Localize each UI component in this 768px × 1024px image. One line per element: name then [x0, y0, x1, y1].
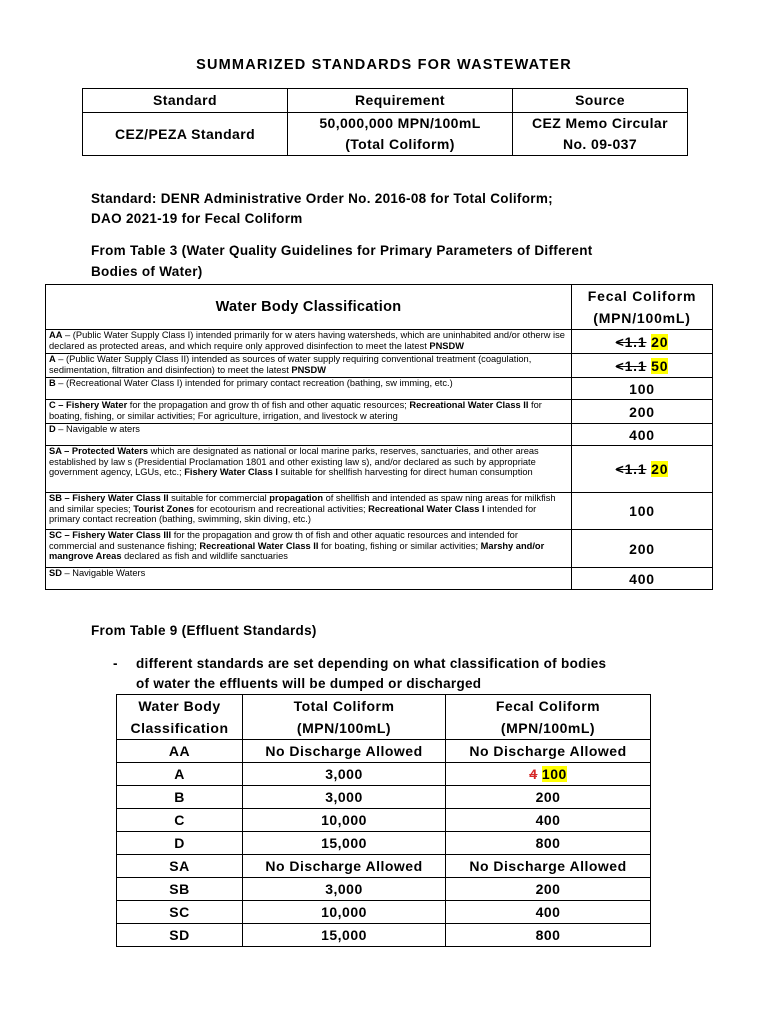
effluent-fecal-coliform: No Discharge Allowed	[446, 855, 651, 878]
highlighted-new-value: 20	[651, 333, 669, 350]
effluent-row	[117, 901, 651, 924]
header-total-line2: (MPN/100mL)	[296, 720, 392, 736]
classification-description	[46, 530, 572, 568]
classification-description	[46, 354, 572, 378]
table3-title-line1: From Table 3 (Water Quality Guidelines for Primary Parameters of Different	[91, 243, 593, 258]
description-part: Tourist Zones	[133, 503, 195, 514]
header-total-line1: Total Coliform	[293, 698, 395, 714]
description-part: which are designated as national or local marine parks, reserves, sanctuaries, and other areas established by law s (Presidential Proclamation 1801 and other existing law s), and/or declared as such by appropriate government agency, LGUs, etc.;	[49, 446, 539, 478]
struck-old-value: <1.1	[615, 461, 647, 477]
header-water-body-classification: Water Body Classification	[46, 285, 572, 330]
description-part: PNSDW	[291, 364, 326, 375]
effluent-fecal-coliform: 800	[446, 832, 651, 855]
description-part: AA	[49, 330, 63, 340]
description-part: C – Fishery Water	[49, 400, 128, 410]
effluent-total-coliform: 3,000	[243, 763, 446, 786]
description-part: Recreational Water Class II	[409, 400, 529, 410]
classification-description	[46, 424, 572, 446]
effluent-total-coliform: No Discharge Allowed	[243, 740, 446, 763]
classification-row	[46, 400, 713, 424]
effluent-class: AA	[117, 740, 243, 763]
requirement-line1: 50,000,000 MPN/100mL	[319, 115, 481, 131]
classification-description	[46, 446, 572, 493]
effluent-fecal-coliform: 400	[446, 901, 651, 924]
description-part: Marshy and/or mangrove Areas	[49, 540, 545, 562]
classification-row	[46, 493, 713, 530]
effluent-fecal-coliform	[446, 763, 651, 786]
fecal-coliform-value	[572, 354, 713, 378]
effluent-fecal-coliform: 400	[446, 809, 651, 832]
description-part: D	[49, 424, 56, 434]
description-part: SC – Fishery Water Class III	[49, 530, 172, 540]
highlighted-new-value: 50	[651, 357, 669, 374]
header-fecal-eff-line1: Fecal Coliform	[495, 698, 601, 714]
fecal-coliform-value: 200	[572, 400, 713, 424]
description-part: SB – Fishery Water Class II	[49, 493, 169, 503]
description-part: Recreational Water Class I	[368, 503, 485, 514]
header-total-coliform	[243, 695, 446, 740]
document-title: SUMMARIZED STANDARDS FOR WASTEWATER	[196, 57, 572, 73]
header-classification	[117, 695, 243, 740]
effluent-class: D	[117, 832, 243, 855]
header-fecal-coliform	[572, 285, 713, 330]
fecal-coliform-value	[572, 446, 713, 493]
fecal-coliform-value: 200	[572, 530, 713, 568]
fecal-coliform-value: 100	[572, 493, 713, 530]
classification-row	[46, 424, 713, 446]
description-part: Fishery Water Class I	[184, 467, 278, 478]
effluent-row	[117, 763, 651, 786]
description-part: for the propagation and grow th of fish and other aquatic resources and intended for commercial and sustenance fishing;	[49, 530, 518, 551]
effluent-standards-table	[116, 694, 651, 947]
effluent-class: SD	[117, 924, 243, 947]
struck-old-value: <1.1	[615, 333, 647, 350]
effluent-total-coliform: 15,000	[243, 924, 446, 947]
fecal-coliform-value: 100	[572, 378, 713, 400]
effluent-class: SC	[117, 901, 243, 924]
description-part: – (Recreational Water Class I) intended for primary contact recreation (bathing, sw imming, etc.)	[55, 378, 453, 388]
header-classification-line1: Water Body	[138, 698, 221, 714]
bullet-line1: different standards are set depending on what classification of bodies	[136, 656, 607, 671]
effluent-fecal-coliform: No Discharge Allowed	[446, 740, 651, 763]
description-part: for ecotourism and recreational activities;	[194, 503, 369, 514]
effluent-total-coliform: No Discharge Allowed	[243, 855, 446, 878]
effluent-fecal-coliform: 800	[446, 924, 651, 947]
description-part: of shellfish and intended as spaw ning areas for milkfish and similar species;	[49, 493, 556, 514]
requirement-line2: (Total Coliform)	[345, 136, 455, 152]
description-part: – Navigable Waters	[61, 568, 146, 578]
water-quality-guidelines-table	[45, 284, 713, 590]
classification-row	[46, 354, 713, 378]
description-part: A	[49, 354, 56, 364]
classification-row	[46, 530, 713, 568]
effluent-class: SB	[117, 878, 243, 901]
table9-title: From Table 9 (Effluent Standards)	[91, 623, 317, 638]
description-part: PNSDW	[429, 340, 464, 351]
effluent-class: B	[117, 786, 243, 809]
effluent-class: SA	[117, 855, 243, 878]
struck-old-value: <1.1	[615, 357, 647, 374]
description-part: suitable for shellfish harvesting for direct human consumption	[277, 467, 533, 478]
effluent-total-coliform: 15,000	[243, 832, 446, 855]
classification-description	[46, 330, 572, 354]
fecal-coliform-value: 400	[572, 424, 713, 446]
classification-description	[46, 378, 572, 400]
effluent-row	[117, 740, 651, 763]
standard-line2: DAO 2021-19 for Fecal Coliform	[91, 211, 303, 226]
standard-line1: Standard: DENR Administrative Order No. 2016-08 for Total Coliform;	[91, 191, 553, 206]
description-part: suitable for commercial	[168, 493, 270, 503]
description-part: – Navigable w aters	[55, 424, 140, 434]
description-part: propagation	[269, 493, 323, 503]
classification-description	[46, 493, 572, 530]
struck-old-value: 4	[529, 766, 538, 782]
effluent-row	[117, 855, 651, 878]
classification-description	[46, 568, 572, 590]
effluent-row	[117, 832, 651, 855]
description-part: declared as fish and wildlife sanctuaries	[121, 551, 288, 562]
bullet-dash: -	[113, 656, 118, 671]
header-source: Source	[513, 89, 688, 113]
classification-row	[46, 330, 713, 354]
description-part: SA – Protected Waters	[49, 446, 149, 456]
effluent-fecal-coliform: 200	[446, 878, 651, 901]
effluent-row	[117, 878, 651, 901]
source-line1: CEZ Memo Circular	[532, 115, 668, 131]
description-part: – (Public Water Supply Class I) intended primarily for w aters having watersheds, which are uninhabited and/or otherw ise declared as protected areas, and which require only approved disinfection to meet the latest	[49, 330, 565, 351]
classification-row	[46, 568, 713, 590]
highlighted-new-value: 100	[541, 766, 567, 782]
cez-peza-standard-table	[82, 88, 688, 156]
source-line2: No. 09-037	[562, 136, 638, 152]
effluent-fecal-coliform: 200	[446, 786, 651, 809]
effluent-total-coliform: 3,000	[243, 786, 446, 809]
header-fecal-coliform-effluent	[446, 695, 651, 740]
source-cell	[513, 113, 688, 156]
description-part: B	[49, 378, 56, 388]
classification-description	[46, 400, 572, 424]
effluent-class: A	[117, 763, 243, 786]
description-part: Recreational Water Class II	[199, 540, 319, 551]
effluent-class: C	[117, 809, 243, 832]
fecal-coliform-value: 400	[572, 568, 713, 590]
effluent-row	[117, 786, 651, 809]
effluent-total-coliform: 10,000	[243, 901, 446, 924]
standard-cell: CEZ/PEZA Standard	[83, 113, 288, 156]
fecal-coliform-value	[572, 330, 713, 354]
header-standard: Standard	[83, 89, 288, 113]
classification-row	[46, 446, 713, 493]
table3-title-line2: Bodies of Water)	[91, 264, 203, 279]
header-fecal-line2: (MPN/100mL)	[593, 310, 691, 326]
effluent-total-coliform: 10,000	[243, 809, 446, 832]
description-part: intended for primary contact recreation (bathing, swimming, skin diving, etc.)	[49, 503, 537, 525]
description-part: – (Public Water Supply Class II) intended as sources of water supply requiring conventional treatment (coagulation, sedimentation, filtration and disinfection) to meet the latest	[49, 354, 532, 375]
bullet-line2: of water the effluents will be dumped or discharged	[136, 676, 482, 691]
header-fecal-line1: Fecal Coliform	[587, 288, 697, 304]
description-part: SD	[49, 568, 62, 578]
header-fecal-eff-line2: (MPN/100mL)	[500, 720, 596, 736]
effluent-row	[117, 924, 651, 947]
header-requirement: Requirement	[288, 89, 513, 113]
effluent-total-coliform: 3,000	[243, 878, 446, 901]
classification-row	[46, 378, 713, 400]
description-part: for boating, fishing or similar activities;	[318, 540, 481, 551]
header-classification-line2: Classification	[130, 720, 229, 736]
highlighted-new-value: 20	[651, 461, 669, 477]
description-part: for the propagation and grow th of fish and other aquatic resources;	[127, 400, 410, 410]
description-part: for boating, fishing, or similar activities; For agriculture, irrigation, and livestock w atering	[49, 400, 542, 421]
requirement-cell	[288, 113, 513, 156]
effluent-row	[117, 809, 651, 832]
